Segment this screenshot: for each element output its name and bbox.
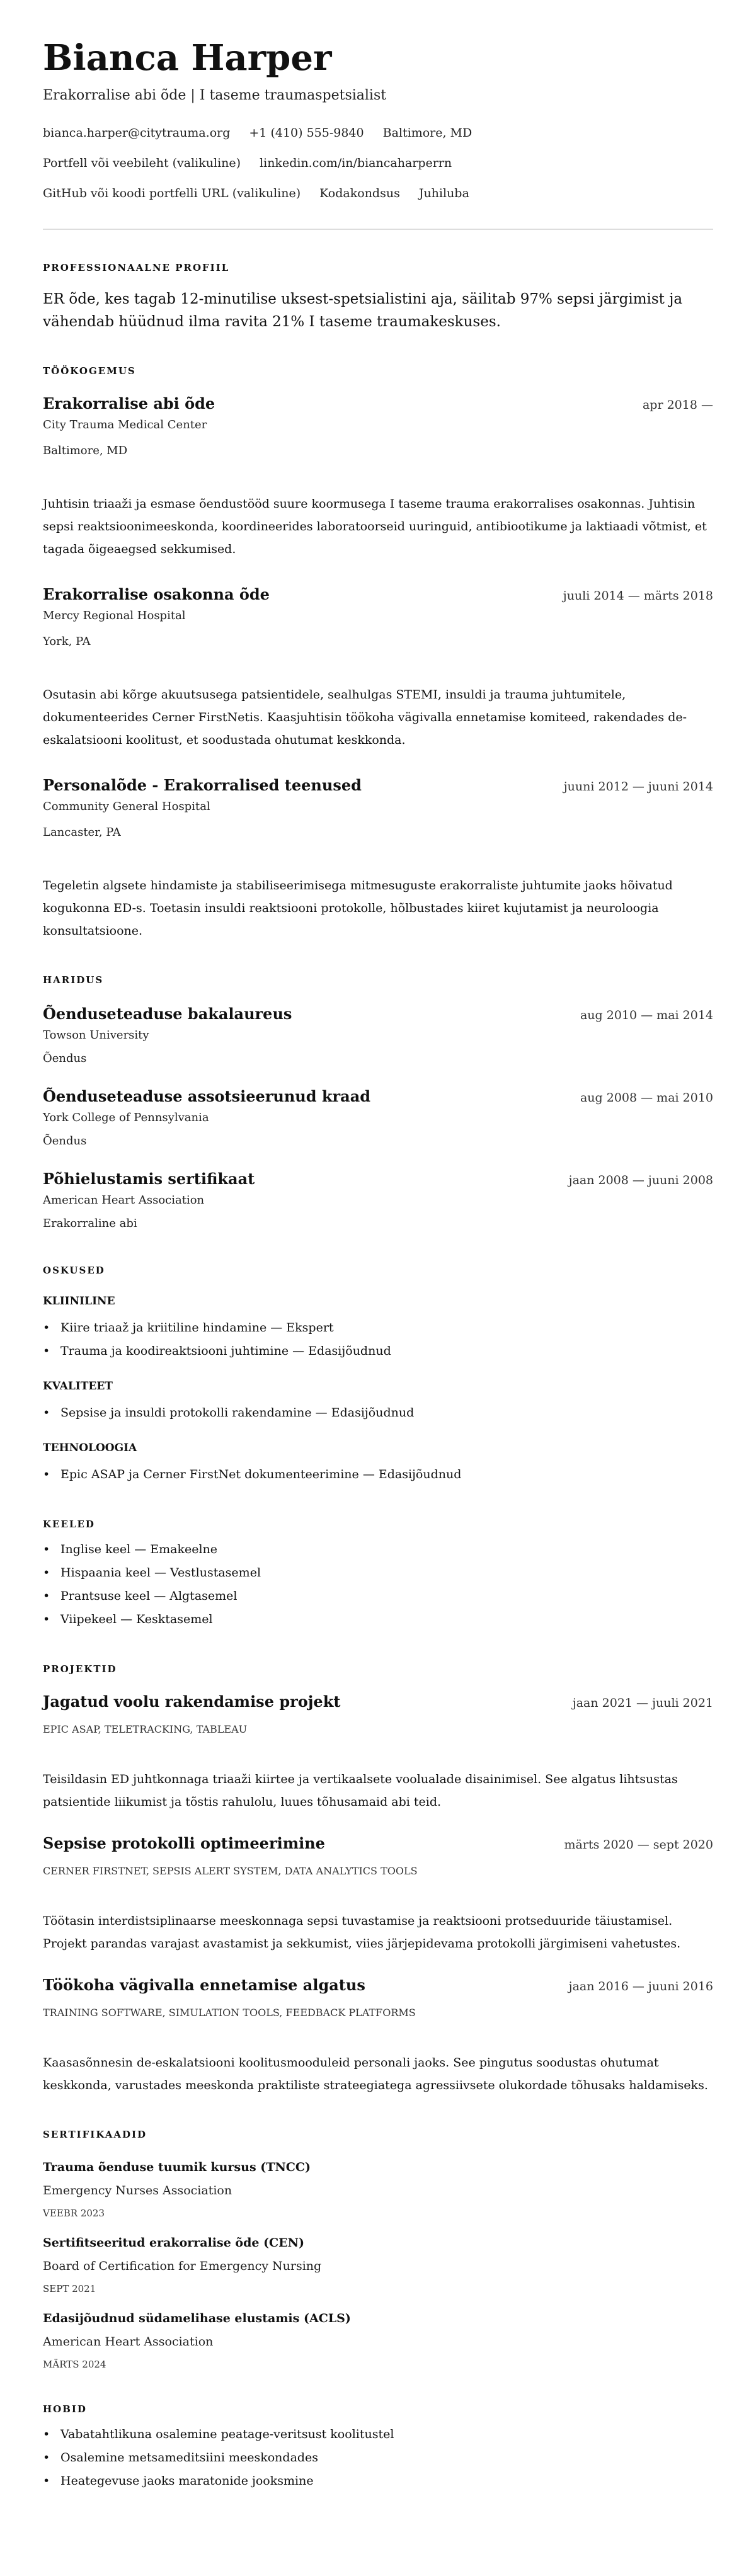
job-title: Erakorralise osakonna õde <box>43 585 270 603</box>
candidate-name: Bianca Harper <box>43 37 332 79</box>
certifications-section <box>43 2128 713 2371</box>
list-item: • Kiire triaaž ja kriitiline hindamine — Ekspert <box>43 1316 713 1340</box>
project-tech: EPIC ASAP, TELETRACKING, TABLEAU <box>43 1723 248 1735</box>
section-heading: PROFESSIONAALNE PROFIIL <box>43 262 230 273</box>
divider <box>43 229 713 230</box>
education-dates: aug 2010 — mai 2014 <box>580 1008 713 1022</box>
linkedin-link[interactable]: linkedin.com/in/biancaharperrn <box>260 156 452 170</box>
degree: Õenduseteaduse assotsieerunud kraad <box>43 1087 371 1105</box>
job-location: York, PA <box>43 635 91 648</box>
company: Community General Hospital <box>43 800 210 813</box>
list-item: • Trauma ja koodireaktsiooni juhtimine — Edasijõudnud <box>43 1340 713 1363</box>
project-dates: jaan 2021 — juuli 2021 <box>572 1696 713 1710</box>
skill-category: KLIINILINE <box>43 1295 115 1308</box>
education-entry <box>43 1087 713 1150</box>
project-header <box>43 1834 713 1853</box>
list-item: • Prantsuse keel — Algtasemel <box>43 1585 713 1608</box>
list-item: • Epic ASAP ja Cerner FirstNet dokumenteerimine — Edasijõudnud <box>43 1463 713 1486</box>
certification-title: Edasijõudnud südamelihase elustamis (ACLS) <box>43 2311 351 2325</box>
project-header <box>43 1976 713 1995</box>
location: Baltimore, MD <box>382 126 472 140</box>
project-title: Jagatud voolu rakendamise projekt <box>43 1692 341 1711</box>
project-title: Töökoha vägivalla ennetamise algatus <box>43 1976 365 1994</box>
education-entry <box>43 1005 713 1068</box>
experience-section <box>43 365 713 942</box>
education-entry <box>43 1170 713 1233</box>
skill-list <box>43 1463 713 1486</box>
project-description: Kaasasõnnesin de-eskalatsiooni koolitusmooduleid personali jaoks. See pingutus soodustas ohutumat keskkonda, varustades meeskonda praktiliste strateegiatega agressiivsete olukordade tõhusaks haldamiseks. <box>43 2056 708 2092</box>
education-section <box>43 974 713 1233</box>
degree: Õenduseteaduse bakalaureus <box>43 1005 292 1023</box>
hobbies-list <box>43 2423 713 2493</box>
field: Õendus <box>43 1134 87 1148</box>
portfolio-link[interactable]: Portfell või veebileht (valikuline) <box>43 156 241 170</box>
school: York College of Pennsylvania <box>43 1111 209 1124</box>
section-heading: SERTIFIKAADID <box>43 2129 147 2140</box>
list-item: • Inglise keel — Emakeelne <box>43 1538 713 1561</box>
project-dates: jaan 2016 — juuni 2016 <box>568 1980 713 1993</box>
education-header <box>43 1087 713 1106</box>
job-header <box>43 394 713 413</box>
certification-entry <box>43 2310 713 2371</box>
job-description: Osutasin abi kõrge akuutsusega patsientidele, sealhulgas STEMI, insuldi ja trauma juhtumitele, dokumenteerides Cerner FirstNetis. Kaasjuhtisin töökoha vägivalla ennetamise komiteed, rakendades de-eskalatsiooni koolitust, et soodustada ohutumat keskkonda. <box>43 688 687 747</box>
list-item: • Osalemine metsameditsiini meeskondades <box>43 2446 713 2470</box>
project-description: Teisildasin ED juhtkonnaga triaaži kiirtee ja vertikaalsete voolualade disainimisel. See algatus lihtsustas patsientide liikumist ja tõstis rahulolu, luues tõhusamaid abi teid. <box>43 1772 678 1809</box>
certification-org: American Heart Association <box>43 2335 214 2349</box>
drivers-license: Juhiluba <box>418 186 469 200</box>
job-title: Erakorralise abi õde <box>43 394 215 413</box>
skills-section <box>43 1264 713 1486</box>
profile-text: ER õde, kes tagab 12-minutilise uksest-spetsialistini aja, säilitab 97% sepsi järgimist ja vähendab hüüdnud ilma ravita 21% I taseme traumakeskuses. <box>43 291 683 330</box>
section-heading: HARIDUS <box>43 974 104 986</box>
list-item: • Sepsise ja insuldi protokolli rakendamine — Edasijõudnud <box>43 1401 713 1425</box>
project-dates: märts 2020 — sept 2020 <box>564 1838 713 1852</box>
job-dates: juuli 2014 — märts 2018 <box>563 589 713 603</box>
education-dates: aug 2008 — mai 2010 <box>580 1091 713 1105</box>
degree: Põhielustamis sertifikaat <box>43 1170 255 1188</box>
project-title: Sepsise protokolli optimeerimine <box>43 1834 325 1852</box>
contact-row <box>43 148 713 178</box>
skill-list <box>43 1401 713 1425</box>
candidate-title: Erakorralise abi õde | I taseme traumaspetsialist <box>43 88 387 103</box>
list-item: • Hispaania keel — Vestlustasemel <box>43 1561 713 1585</box>
profile-section <box>43 261 713 333</box>
github-link[interactable]: GitHub või koodi portfelli URL (valikuline) <box>43 186 301 200</box>
languages-list <box>43 1538 713 1631</box>
job-entry <box>43 585 713 751</box>
languages-section <box>43 1518 713 1631</box>
certification-date: VEEBR 2023 <box>43 2208 105 2219</box>
section-heading: KEELED <box>43 1519 95 1530</box>
certification-entry <box>43 2158 713 2220</box>
hobbies-section <box>43 2403 713 2493</box>
job-dates: juuni 2012 — juuni 2014 <box>563 780 713 794</box>
contact-row <box>43 118 713 148</box>
job-description: Juhtisin triaaži ja esmase õendustööd suure koormusega I taseme trauma erakorralises osakonnas. Juhtisin sepsi reaktsioonimeeskonda, koordineerides laboratoorseid uuringuid, antibiootikume ja laktiaadi võtmist, et tagada õigeaegsed sekkumised. <box>43 497 707 556</box>
job-header <box>43 776 713 795</box>
project-header <box>43 1692 713 1711</box>
education-header <box>43 1005 713 1023</box>
email[interactable]: bianca.harper@citytrauma.org <box>43 126 231 140</box>
section-heading: OSKUSED <box>43 1265 105 1276</box>
certification-org: Emergency Nurses Association <box>43 2184 232 2197</box>
job-dates: apr 2018 — <box>642 398 713 412</box>
job-header <box>43 585 713 604</box>
job-description: Tegeletin algsete hindamiste ja stabiliseerimisega mitmesuguste erakorraliste juhtumite jaoks hõivatud kogukonna ED-s. Toetasin insuldi reaktsiooni protokolle, hõlbustades kiiret kujutamist ja neuroloogia konsultatsioone. <box>43 879 673 938</box>
job-title: Personalõde - Erakorralised teenused <box>43 776 362 794</box>
project-entry <box>43 1834 713 1955</box>
skill-category: KVALITEET <box>43 1380 113 1393</box>
field: Õendus <box>43 1052 87 1065</box>
company: City Trauma Medical Center <box>43 418 207 431</box>
project-entry <box>43 1976 713 2097</box>
education-header <box>43 1170 713 1188</box>
skill-category: TEHNOLOOGIA <box>43 1442 137 1454</box>
job-location: Baltimore, MD <box>43 444 128 457</box>
school: Towson University <box>43 1029 149 1042</box>
section-heading: PROJEKTID <box>43 1663 117 1675</box>
skill-list <box>43 1316 713 1363</box>
section-heading: TÖÖKOGEMUS <box>43 365 136 377</box>
project-tech: TRAINING SOFTWARE, SIMULATION TOOLS, FEEDBACK PLATFORMS <box>43 2007 416 2019</box>
education-dates: jaan 2008 — juuni 2008 <box>568 1173 713 1187</box>
project-description: Töötasin interdistsiplinaarse meeskonnaga sepsi tuvastamise ja reaktsiooni protseduuride täiustamisel. Projekt parandas varajast avastamist ja sekkumist, viies järjepidevama protokolli järgimiseni vahetustes. <box>43 1914 681 1951</box>
field: Erakorraline abi <box>43 1217 137 1230</box>
certification-org: Board of Certification for Emergency Nursing <box>43 2259 322 2273</box>
certification-date: MÄRTS 2024 <box>43 2359 106 2370</box>
citizenship: Kodakondsus <box>319 186 400 200</box>
school: American Heart Association <box>43 1194 205 1207</box>
job-location: Lancaster, PA <box>43 826 121 839</box>
project-entry <box>43 1692 713 1813</box>
section-heading: HOBID <box>43 2403 87 2415</box>
projects-section <box>43 1663 713 2097</box>
certification-title: Trauma õenduse tuumik kursus (TNCC) <box>43 2160 311 2174</box>
phone: +1 (410) 555-9840 <box>249 126 364 140</box>
certification-entry <box>43 2234 713 2296</box>
certification-title: Sertifitseeritud erakorralise õde (CEN) <box>43 2236 305 2250</box>
job-entry <box>43 394 713 561</box>
job-entry <box>43 776 713 942</box>
list-item: • Viipekeel — Kesktasemel <box>43 1608 713 1631</box>
project-tech: CERNER FIRSTNET, SEPSIS ALERT SYSTEM, DATA ANALYTICS TOOLS <box>43 1865 418 1877</box>
company: Mercy Regional Hospital <box>43 609 186 622</box>
list-item: • Heategevuse jaoks maratonide jooksmine <box>43 2470 713 2493</box>
certification-date: SEPT 2021 <box>43 2283 96 2294</box>
resume-header <box>43 38 713 208</box>
list-item: • Vabatahtlikuna osalemine peatage-veritsust koolitustel <box>43 2423 713 2446</box>
contact-row <box>43 178 713 208</box>
